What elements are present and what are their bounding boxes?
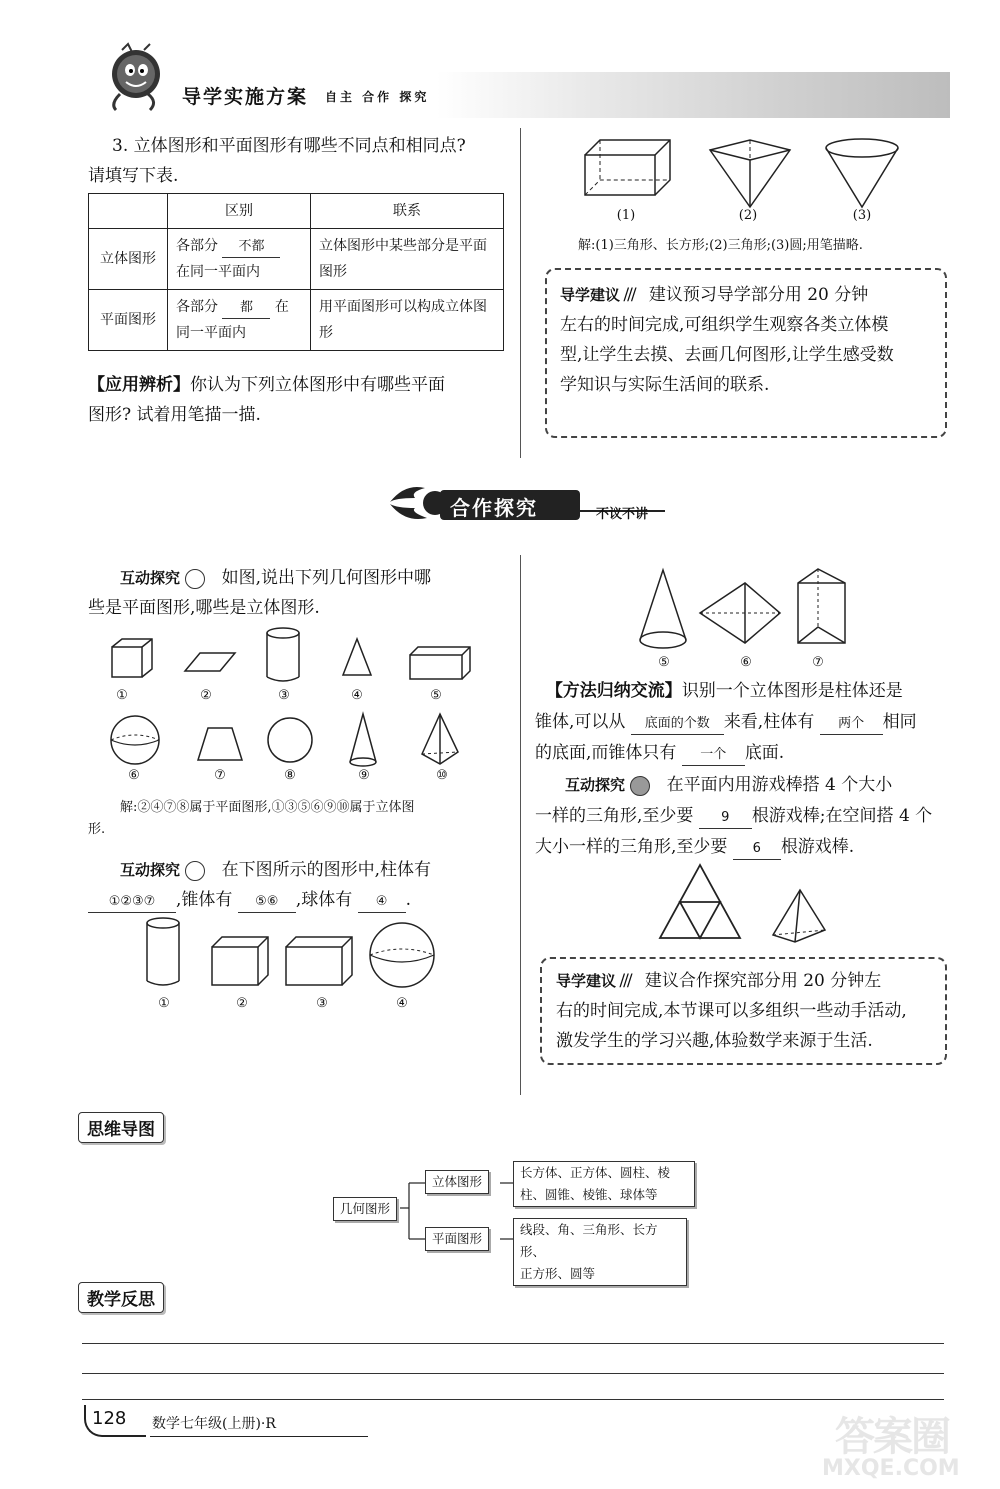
- answer-blank: ①②③⑦: [88, 892, 176, 913]
- ex1-solution2: 形.: [88, 822, 106, 837]
- method-text1: 识别一个立体图形是柱体还是: [681, 681, 903, 701]
- q3-text2: 请填写下表.: [88, 166, 179, 186]
- ex2-tag: 互动探究: [120, 861, 181, 879]
- ex1-row1-figures: [100, 625, 500, 695]
- row-label: 平面图形: [89, 290, 168, 351]
- ex2-text1: 在下图所示的图形中,柱体有: [221, 860, 432, 880]
- advice-tag: 导学建议: [560, 286, 621, 304]
- row-diff: [168, 290, 311, 351]
- table-corner: [89, 194, 168, 229]
- header-subtitle: 自主 合作 探究: [325, 90, 430, 104]
- apply-paragraph: [88, 370, 508, 430]
- advice-line: 激发学生的学习兴趣,体验数学来源于生活.: [556, 1031, 873, 1051]
- q3-text1: 3. 立体图形和平面图形有哪些不同点和相同点?: [112, 136, 466, 156]
- ex1-row2-figures: [100, 710, 500, 772]
- solution-text: 解:(1)三角形、长方形;(2)三角形;(3)圆;用笔描略.: [578, 238, 863, 253]
- figure-label: ②: [236, 996, 248, 1011]
- ex1-text1: 如图,说出下列几何图形中哪: [221, 568, 432, 588]
- advice2-text: 导学建议 /// 建议合作探究部分用 20 分钟左 右的时间完成,本节课可以多组织一些动手活动, 激发学生的学习兴趣,体验数学来源于生活.: [556, 971, 907, 1051]
- answer-blank: ④: [358, 892, 406, 913]
- answer-blank: 一个: [682, 745, 745, 766]
- advice-text: 导学建议 /// 建议预习导学部分用 20 分钟 左右的时间完成,可组织学生观察各类立体模 型,让学生去摸、去画几何图形,让学生感受数 学知识与实际生活间的联系.: [560, 285, 894, 395]
- figure-label: ②: [200, 688, 212, 703]
- ex2-line2: [88, 885, 518, 915]
- table-row: [89, 229, 504, 290]
- ex1-text2: 些是平面图形,哪些是立体图形.: [88, 598, 320, 618]
- row-link: 立体图形中某些部分是平面图形: [311, 229, 504, 290]
- mindmap-item: 线段、角、三角形、长方形、: [520, 1222, 658, 1259]
- mindmap-solid-items: [513, 1161, 695, 1207]
- circle-icon: [185, 861, 205, 881]
- figure-label: (1): [616, 208, 636, 223]
- figure-label: ⑥: [740, 655, 752, 670]
- diff-text: 在同一平面内: [176, 264, 260, 280]
- mindmap-item: 柱、圆锥、棱锥、球体等: [520, 1187, 658, 1202]
- writing-line: [82, 1373, 944, 1374]
- ex2-text4: .: [405, 890, 412, 910]
- figure-label: ⑦: [214, 768, 226, 783]
- column-divider: [520, 128, 521, 458]
- header-title: 导学实施方案: [182, 86, 309, 108]
- mascot-icon: [100, 42, 170, 114]
- figure-label: ⑥: [128, 768, 140, 783]
- ex3-text4: 大小一样的三角形,至少要: [535, 837, 728, 857]
- column-divider: [520, 555, 521, 1095]
- prism-figure: [575, 135, 685, 205]
- ex1-solution1: 解:②④⑦⑧属于平面图形,①③⑤⑥⑨⑩属于立体图: [120, 800, 415, 815]
- method-paragraph: [535, 676, 955, 769]
- ex2-paragraph: [120, 855, 520, 885]
- ex2-right-figures: [630, 565, 860, 660]
- book-title: 数学七年级(上册)·R: [152, 1416, 276, 1432]
- watermark-url: MXQE.COM: [822, 1456, 960, 1481]
- advice-line: 左右的时间完成,可组织学生观察各类立体模: [560, 315, 889, 335]
- method-text5: 的底面,而锥体只有: [535, 743, 677, 763]
- section-sub: 不议不讲: [596, 507, 649, 522]
- circle-icon: [185, 569, 205, 589]
- table-header-diff: 区别: [168, 194, 311, 229]
- footer-rule: [150, 1436, 368, 1437]
- mindmap-connectors: [395, 1175, 520, 1245]
- advice-line: 右的时间完成,本节课可以多组织一些动手活动,: [556, 1001, 907, 1021]
- mindmap-plane: 平面图形: [425, 1227, 489, 1251]
- answer-blank: 不都: [222, 237, 280, 258]
- ex2-text2: ,锥体有: [176, 890, 233, 910]
- answer-blank: 底面的个数: [631, 714, 724, 735]
- answer-blank: 6: [733, 839, 781, 860]
- pyramid-figure: [705, 135, 795, 210]
- figure-label: ⑤: [430, 688, 442, 703]
- ex2-figures: [140, 915, 440, 995]
- ex3-tag: 互动探究: [565, 776, 626, 794]
- figure-label: ⑧: [284, 768, 296, 783]
- diff-text: 在: [274, 299, 289, 315]
- mindmap-plane-items: [513, 1218, 687, 1286]
- diff-text: 同一平面内: [176, 325, 246, 341]
- compare-table: [88, 193, 504, 351]
- reflect-title: 教学反思: [78, 1282, 164, 1313]
- figure-label: ①: [158, 996, 170, 1011]
- mindmap-item: 正方形、圆等: [520, 1266, 596, 1281]
- answer-blank: 都: [222, 298, 270, 319]
- ex3-text1: 在平面内用游戏棒搭 4 个大小: [666, 775, 893, 795]
- method-text4: 相同: [882, 712, 917, 732]
- ex1-tag: 互动探究: [120, 569, 181, 587]
- row-label: 立体图形: [89, 229, 168, 290]
- ex2-text3: ,球体有: [295, 890, 353, 910]
- apply-tag: 【应用辨析】: [88, 375, 190, 395]
- advice-line: 学知识与实际生活间的联系.: [560, 375, 770, 395]
- row-diff: [168, 229, 311, 290]
- diff-text: 各部分: [176, 299, 218, 315]
- apply-text2: 图形? 试着用笔描一描.: [88, 405, 261, 425]
- figure-label: ③: [316, 996, 328, 1011]
- circle-icon: [630, 776, 650, 796]
- answer-blank: ⑤⑥: [238, 892, 296, 913]
- advice-tag: 导学建议: [556, 972, 617, 990]
- figure-label: (3): [852, 208, 872, 223]
- mindmap-item: 长方体、正方体、圆柱、棱: [520, 1165, 671, 1180]
- page-number: 128: [92, 1408, 127, 1429]
- answer-blank: 9: [699, 808, 752, 829]
- apply-text1: 你认为下列立体图形中有哪些平面: [190, 375, 445, 395]
- mindmap-solid: 立体图形: [425, 1170, 489, 1194]
- diff-text: 各部分: [176, 238, 218, 254]
- ex3-lines: [535, 801, 955, 863]
- method-text2: 锥体,可以从: [535, 712, 626, 732]
- ex1-paragraph: [120, 563, 520, 593]
- ex3-paragraph: [565, 770, 955, 801]
- figure-label: ⑨: [358, 768, 370, 783]
- figure-label: ③: [278, 688, 290, 703]
- figure-label: ⑩: [436, 768, 448, 783]
- figure-label: ⑦: [812, 655, 824, 670]
- section-title: 合作探究: [450, 496, 538, 520]
- figure-label: ④: [396, 996, 408, 1011]
- figure-label: ④: [351, 688, 363, 703]
- method-tag: 【方法归纳交流】: [545, 681, 682, 701]
- cone-figure: [822, 135, 902, 210]
- method-text6: 底面.: [744, 743, 785, 763]
- answer-blank: 两个: [820, 714, 883, 735]
- writing-line: [82, 1343, 944, 1344]
- triangle-figures: [655, 860, 835, 945]
- figure-label: ①: [116, 688, 128, 703]
- row-link: 用平面图形可以构成立体图形: [311, 290, 504, 351]
- advice-line: 型,让学生去摸、去画几何图形,让学生感受数: [560, 345, 894, 365]
- advice-line: 建议预习导学部分用 20 分钟: [648, 285, 869, 305]
- advice-line: 建议合作探究部分用 20 分钟左: [644, 971, 882, 991]
- figure-label: (2): [738, 208, 758, 223]
- ex3-text5: 根游戏棒.: [780, 837, 855, 857]
- table-header-link: 联系: [311, 194, 504, 229]
- mindmap-title: 思维导图: [78, 1112, 164, 1143]
- mindmap-root: 几何图形: [333, 1197, 397, 1221]
- table-row: [89, 290, 504, 351]
- writing-line: [82, 1399, 944, 1400]
- ex3-text3: 根游戏棒;在空间搭 4 个: [751, 806, 933, 826]
- ex3-text2: 一样的三角形,至少要: [535, 806, 694, 826]
- figure-label: ⑤: [658, 655, 670, 670]
- method-text3: 来看,柱体有: [723, 712, 815, 732]
- watermark: 答案圈: [835, 1414, 949, 1460]
